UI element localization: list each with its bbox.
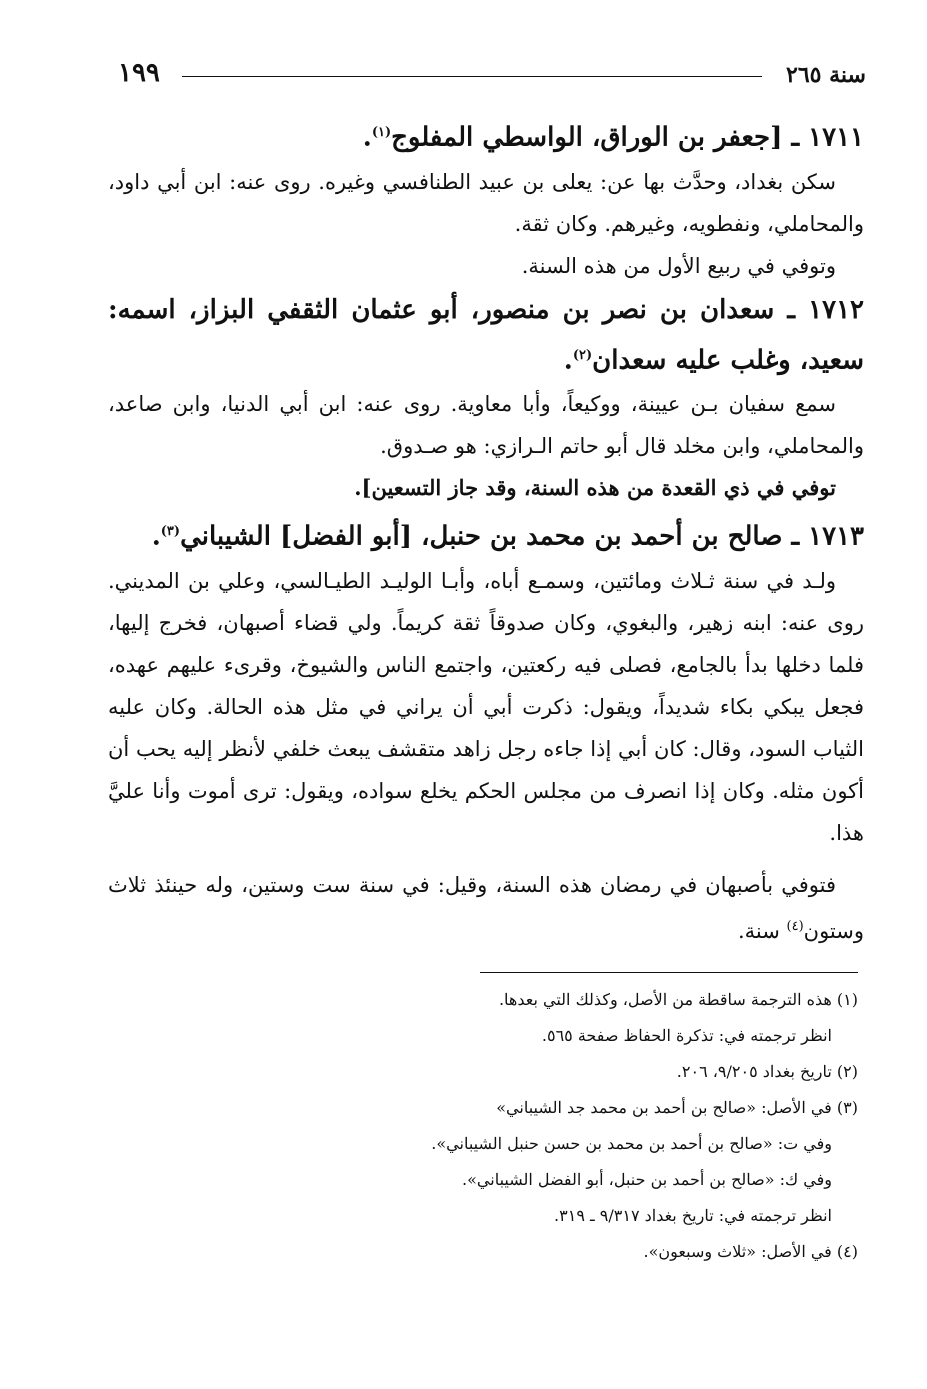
- footnotes: [200, 982, 858, 1270]
- footnote-ref: (١): [371, 125, 392, 140]
- footnote-ref: (٢): [572, 347, 593, 363]
- footnote: وفي ت: «صالح بن أحمد بن محمد بن حسن حنبل الشيباني».: [431, 1134, 832, 1153]
- footnote: انظر ترجمته في: تذكرة الحفاظ صفحة ٥٦٥.: [541, 1026, 832, 1045]
- footnote: وفي ك: «صالح بن أحمد بن حنبل، أبو الفضل الشيباني».: [462, 1170, 832, 1189]
- footnote: انظر ترجمته في: تاريخ بغداد ٩/٣١٧ ـ ٣١٩.: [554, 1206, 832, 1225]
- entry-title-text: ١٧١١ ـ [جعفر بن الوراق، الواسطي المفلوج: [391, 122, 864, 153]
- main-text: [108, 110, 864, 952]
- entry-paragraph: وتوفي في ربيع الأول من هذه السنة.: [521, 253, 836, 278]
- page-header: [110, 58, 866, 98]
- footnote-ref: (٤): [786, 918, 804, 934]
- footnote: (٣) في الأصل: «صالح بن أحمد بن محمد جد الشيباني»: [496, 1098, 858, 1117]
- entry-paragraph: ولـد في سنة ثـلاث ومائتين، وسمـع أباه، وأبـا الوليـد الطيـالسي، وعلي بن المديني. روى عنه: ابنه زهير، والبغوي، وكان صدوقاً ثقة كريماً. ولي قضاء أصبهان، فخرج إليها، فلما دخلها بدأ بالجامع، فصلى فيه ركعتين، واجتمع الناس والشيوخ، وقرىء عليهم عهده، فجعل يبكي بكاء شديداً، ويقول: ذكرت أبي أن يراني في مثل هذه الحالة. وكان عليه الثياب السود، وقال: كان أبي إذا جاءه رجل زاهد متقشف يبعث خلفي لأنظر إليه يحب أن أكون مثله. وكان إذا انصرف من مجلس الحكم يخلع سواده، ويقول: ترى أموت وأنا عليَّ هذا.: [108, 568, 864, 845]
- entry-title-1713: [108, 509, 864, 560]
- footnote-ref: (٣): [160, 524, 181, 540]
- title-end: .: [151, 521, 161, 552]
- title-end: .: [563, 345, 573, 376]
- title-end: .: [362, 122, 372, 153]
- entry-paragraph: سمع سفيان بـن عيينة، ووكيعاً، وأبا معاوية. روى عنه: ابن أبي الدنيا، وابن صاعد، والمحاملي، وابن مخلد قال أبو حاتم الـرازي: هو صـدوق.: [108, 392, 864, 459]
- entry-paragraph: [108, 864, 864, 952]
- page-number: ١٩٩: [118, 58, 160, 88]
- header-rule: [182, 76, 762, 77]
- running-head: سنة ٢٦٥: [786, 62, 866, 88]
- entry-paragraph: سكن بغداد، وحدَّث بها عن: يعلى بن عبيد الطنافسي وغيره. روى عنه: ابن أبي داود، والمحاملي، ونفطويه، وغيرهم. وكان ثقة.: [108, 169, 864, 236]
- entry-title-1712: [108, 287, 864, 384]
- footnote-rule: [480, 972, 858, 973]
- footnote: (٤) في الأصل: «ثلاث وسبعون».: [643, 1242, 858, 1261]
- entry-title-1711: [108, 110, 864, 161]
- footnote: (١) هذه الترجمة ساقطة من الأصل، وكذلك التي بعدها.: [498, 990, 858, 1009]
- paragraph-text: فتوفي بأصبهان في رمضان هذه السنة، وقيل: في سنة ست وستين، وله حينئذ ثلاث وستون: [108, 872, 864, 943]
- entry-paragraph: توفي في ذي القعدة من هذه السنة، وقد جاز التسعين].: [354, 475, 836, 501]
- paragraph-text: سنة.: [737, 918, 787, 943]
- entry-title-text: ١٧١٢ ـ سعدان بن نصر بن منصور، أبو عثمان الثقفي البزاز، اسمه: سعيد، وغلب عليه سعدان: [108, 294, 864, 376]
- entry-title-text: ١٧١٣ ـ صالح بن أحمد بن محمد بن حنبل، [أبو الفضل] الشيباني: [180, 521, 864, 552]
- footnote: (٢) تاريخ بغداد ٩/٢٠٥، ٢٠٦.: [676, 1062, 858, 1081]
